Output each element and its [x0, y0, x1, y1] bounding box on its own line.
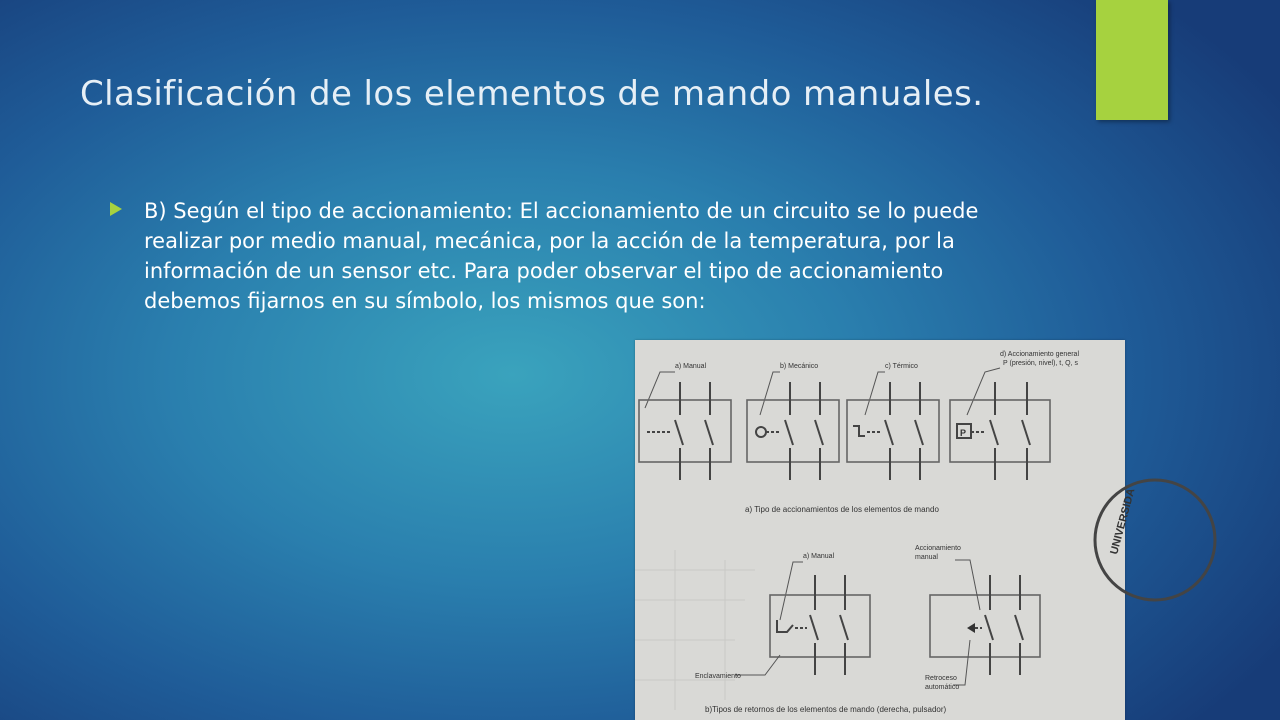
bullet-item [110, 196, 1030, 316]
bullet-text: B) Según el tipo de accionamiento: El accionamiento de un circuito se lo puede realizar por medio manual, mecánica, por la acción de la temperatura, por la información de un sensor etc. Para poder observar el tipo de accionamiento debemos fijarnos en su símbolo, los mismos que son: [144, 199, 979, 313]
label-manual-lower: a) Manual [803, 553, 835, 560]
switch-symbol-group-a [639, 400, 1050, 462]
bullet-arrow-icon [110, 202, 122, 216]
label-mecanico: b) Mecánico [780, 363, 819, 370]
label-manual-2: manual [915, 554, 938, 561]
stamp-text: UNIVERSIDA [1108, 487, 1138, 556]
accent-bar [1096, 0, 1168, 120]
label-enclavamiento: Enclavamiento [695, 673, 741, 680]
p-symbol: P [960, 428, 967, 438]
label-accionamiento-general: d) Accionamiento general [1000, 351, 1079, 358]
label-termico: c) Térmico [885, 363, 918, 370]
label-manual: a) Manual [675, 363, 707, 370]
arrow-head-icon [967, 623, 975, 633]
diagram-photo [635, 340, 1138, 720]
label-accionamiento: Accionamiento [915, 545, 961, 552]
caption-b: b)Tipos de retornos de los elementos de mando (derecha, pulsador) [705, 705, 947, 714]
label-presion: P (presión, nivel), t, Q, s [1003, 360, 1078, 367]
switch-symbol-group-b [770, 595, 1040, 657]
label-retroceso: Retroceso [925, 675, 957, 682]
slide-title: Clasificación de los elementos de mando manuales. [80, 74, 984, 114]
caption-a: a) Tipo de accionamientos de los elementos de mando [745, 505, 939, 514]
label-automatico: automático [925, 684, 960, 691]
